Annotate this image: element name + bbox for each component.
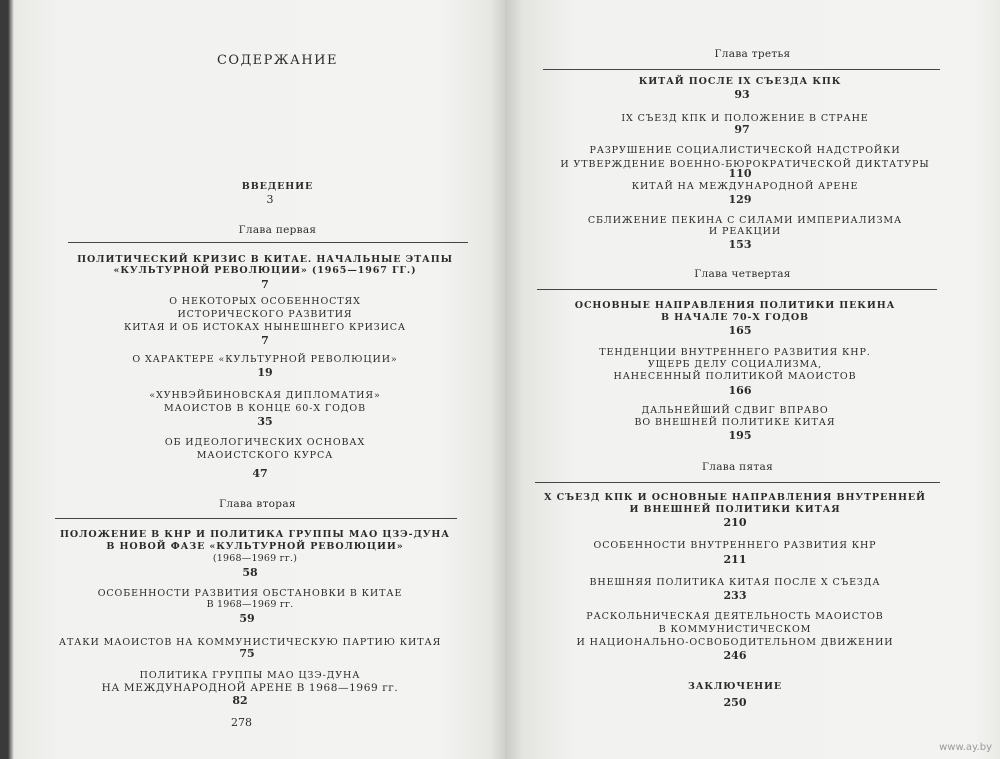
ch1-entry4-line1: «ХУНВЭЙБИНОВСКАЯ ДИПЛОМАТИЯ» — [149, 390, 381, 401]
watermark: www.ay.by — [939, 742, 992, 753]
ch4-entry1-line1: ОСНОВНЫЕ НАПРАВЛЕНИЯ ПОЛИТИКИ ПЕКИНА — [574, 300, 896, 311]
conclusion-title: ЗАКЛЮЧЕНИЕ — [688, 681, 782, 692]
ch3-entry1-page: 93 — [734, 88, 750, 101]
chapter3-rule — [543, 69, 940, 70]
chapter3-heading: Глава третья — [714, 48, 791, 60]
ch1-entry5-line1: ОБ ИДЕОЛОГИЧЕСКИХ ОСНОВАХ — [164, 437, 366, 448]
right-page — [505, 0, 1000, 759]
ch2-entry2-page: 59 — [239, 612, 255, 625]
ch1-entry2-line3: КИТАЯ И ОБ ИСТОКАХ НЫНЕШНЕГО КРИЗИСА — [123, 322, 407, 333]
ch5-entry4-page: 246 — [723, 649, 747, 662]
ch1-entry4-page: 35 — [257, 415, 273, 428]
ch2-entry1-line3: (1968—1969 гг.) — [212, 553, 298, 564]
ch5-entry4-line3: И НАЦИОНАЛЬНО-ОСВОБОДИТЕЛЬНОМ ДВИЖЕНИИ — [576, 637, 894, 648]
ch3-entry5-page: 153 — [728, 238, 752, 251]
ch5-entry1-line2: И ВНЕШНЕЙ ПОЛИТИКИ КИТАЯ — [629, 504, 841, 515]
ch3-entry4-page: 129 — [728, 193, 752, 206]
chapter2-rule — [55, 518, 457, 519]
chapter2-heading: Глава вторая — [219, 498, 296, 510]
ch3-entry3-line1: РАЗРУШЕНИЕ СОЦИАЛИСТИЧЕСКОЙ НАДСТРОЙКИ — [589, 145, 901, 156]
ch3-entry4-line1: КИТАЙ НА МЕЖДУНАРОДНОЙ АРЕНЕ — [631, 181, 859, 192]
ch5-entry4-line2: В КОММУНИСТИЧЕСКОМ — [658, 624, 812, 635]
chapter1-rule — [68, 242, 468, 243]
ch4-entry3-line2: ВО ВНЕШНЕЙ ПОЛИТИКЕ КИТАЯ — [634, 417, 836, 428]
ch3-entry2-page: 97 — [734, 123, 750, 136]
ch3-entry3-page: 110 — [728, 167, 752, 180]
ch2-entry3-page: 75 — [239, 647, 255, 660]
page-number: 278 — [231, 716, 252, 729]
ch4-entry2-line2: УЩЕРБ ДЕЛУ СОЦИАЛИЗМА, — [647, 359, 823, 370]
ch1-entry3-page: 19 — [257, 366, 273, 379]
ch3-entry2-line1: IX СЪЕЗД КПК И ПОЛОЖЕНИЕ В СТРАНЕ — [621, 113, 869, 124]
ch1-entry4-line2: МАОИСТОВ В КОНЦЕ 60-Х ГОДОВ — [163, 403, 366, 414]
ch2-entry4-line1: ПОЛИТИКА ГРУППЫ МАО ЦЗЭ-ДУНА — [139, 670, 361, 681]
ch4-entry3-line1: ДАЛЬНЕЙШИЙ СДВИГ ВПРАВО — [641, 405, 829, 416]
chapter4-rule — [537, 289, 937, 290]
ch4-entry1-page: 165 — [728, 324, 752, 337]
ch5-entry1-page: 210 — [723, 516, 747, 529]
ch2-entry2-line2: В 1968—1969 гг. — [206, 599, 294, 610]
ch4-entry3-page: 195 — [728, 429, 752, 442]
ch5-entry4-line1: РАСКОЛЬНИЧЕСКАЯ ДЕЯТЕЛЬНОСТЬ МАОИСТОВ — [586, 611, 884, 622]
ch2-entry1-page: 58 — [242, 566, 258, 579]
ch2-entry4-page: 82 — [232, 694, 248, 707]
chapter5-rule — [535, 482, 940, 483]
ch3-entry5-line1: СБЛИЖЕНИЕ ПЕКИНА С СИЛАМИ ИМПЕРИАЛИЗМА — [587, 215, 903, 226]
ch1-entry2-line2: ИСТОРИЧЕСКОГО РАЗВИТИЯ — [177, 309, 353, 320]
ch1-entry3-line1: О ХАРАКТЕРЕ «КУЛЬТУРНОЙ РЕВОЛЮЦИИ» — [132, 354, 398, 365]
chapter1-heading: Глава первая — [238, 224, 317, 236]
ch2-entry1-line1: ПОЛОЖЕНИЕ В КНР И ПОЛИТИКА ГРУППЫ МАО ЦЗЭ-ДУНА — [60, 529, 450, 540]
ch3-entry1-line1: КИТАЙ ПОСЛЕ IX СЪЕЗДА КПК — [638, 76, 842, 87]
ch4-entry2-line3: НАНЕСЕННЫЙ ПОЛИТИКОЙ МАОИСТОВ — [613, 371, 857, 382]
ch4-entry2-line1: ТЕНДЕНЦИИ ВНУТРЕННЕГО РАЗВИТИЯ КНР. — [599, 347, 871, 358]
contents-title: СОДЕРЖАНИЕ — [216, 53, 339, 68]
ch3-entry3-line2: И УТВЕРЖДЕНИЕ ВОЕННО-БЮРОКРАТИЧЕСКОЙ ДИКТАТУРЫ — [560, 159, 930, 170]
conclusion-page: 250 — [723, 696, 747, 709]
ch1-entry2-page: 7 — [261, 334, 269, 347]
ch1-entry1-page: 7 — [261, 278, 269, 291]
ch5-entry1-line1: X СЪЕЗД КПК И ОСНОВНЫЕ НАПРАВЛЕНИЯ ВНУТРЕННЕЙ — [544, 492, 926, 503]
ch1-entry5-line2: МАОИСТСКОГО КУРСА — [196, 450, 334, 461]
ch5-entry3-line1: ВНЕШНЯЯ ПОЛИТИКА КИТАЯ ПОСЛЕ X СЪЕЗДА — [589, 577, 881, 588]
ch2-entry3-line1: АТАКИ МАОИСТОВ НА КОММУНИСТИЧЕСКУЮ ПАРТИЮ КИТАЯ — [58, 637, 442, 648]
chapter4-heading: Глава четвертая — [694, 268, 791, 280]
ch2-entry2-line1: ОСОБЕННОСТИ РАЗВИТИЯ ОБСТАНОВКИ В КИТАЕ — [97, 588, 403, 599]
ch1-entry2-line1: О НЕКОТОРЫХ ОСОБЕННОСТЯХ — [169, 296, 361, 307]
ch4-entry1-line2: В НАЧАЛЕ 70-Х ГОДОВ — [661, 312, 809, 323]
ch5-entry2-page: 211 — [723, 553, 747, 566]
ch5-entry2-line1: ОСОБЕННОСТИ ВНУТРЕННЕГО РАЗВИТИЯ КНР — [593, 540, 877, 551]
ch1-entry5-page: 47 — [252, 467, 268, 480]
ch1-entry1-line2: «КУЛЬТУРНОЙ РЕВОЛЮЦИИ» (1965—1967 ГГ.) — [113, 265, 417, 276]
chapter5-heading: Глава пятая — [701, 461, 773, 473]
ch5-entry3-page: 233 — [723, 589, 747, 602]
intro-page: 3 — [266, 193, 274, 206]
ch2-entry4-line2: НА МЕЖДУНАРОДНОЙ АРЕНЕ В 1968—1969 гг. — [101, 682, 399, 694]
ch2-entry1-line2: В НОВОЙ ФАЗЕ «КУЛЬТУРНОЙ РЕВОЛЮЦИИ» — [106, 541, 404, 552]
ch1-entry1-line1: ПОЛИТИЧЕСКИЙ КРИЗИС В КИТАЕ. НАЧАЛЬНЫЕ ЭТАПЫ — [77, 254, 453, 265]
ch4-entry2-page: 166 — [728, 384, 752, 397]
intro-title: ВВЕДЕНИЕ — [241, 181, 314, 192]
ch3-entry5-line2: И РЕАКЦИИ — [708, 226, 782, 237]
